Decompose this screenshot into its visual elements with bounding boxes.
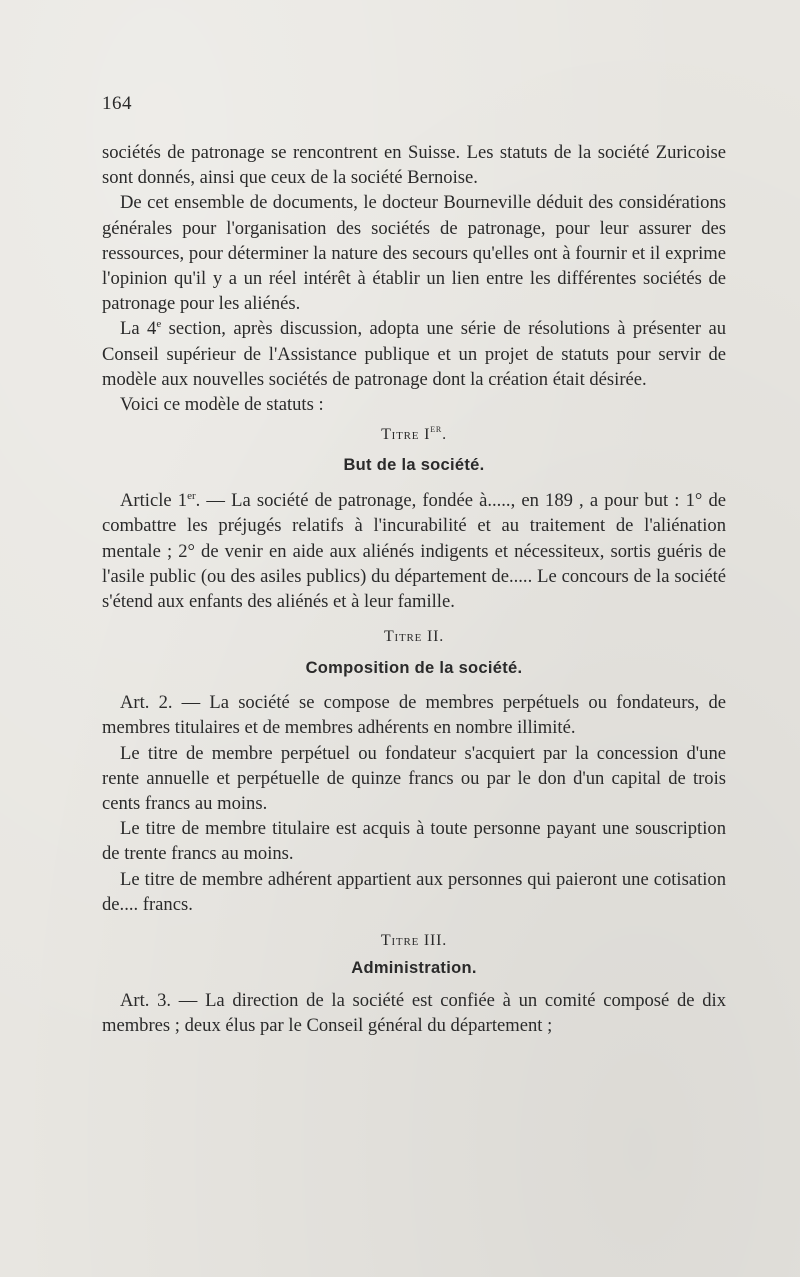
section-text-rest: section, après discussion, adopta une série de résolutions à présenter au Conseil supérieur de l'Assistance publique et un projet de statuts pour servir de modèle aux nouvelles sociétés de patronage dont la création était désirée. [102, 318, 726, 390]
heading-composition-societe: Composition de la société. [305, 659, 523, 678]
article-1-text: . — La société de patronage, fondée à....., en 189 , a pour but : 1° de combattre les préjugés relatifs à l'incurabilité et au traitement de l'aliénation mentale ; 2° de venir en aide aux aliénés indigents et nécessiteux, sortis guéris de l'asile public (ou des asiles publics) du département de..... Le concours de la société s'étend aux enfants des aliénés et à leur famille. [102, 490, 727, 613]
page-number: 164 [102, 93, 132, 114]
heading-but-societe: But de la société. [343, 456, 485, 475]
article-3: Art. 3. — La direction de la société est confiée à un comité composé de dix membres ; deux élus par le Conseil général du département ; [102, 990, 726, 1037]
title-2: Titre II. [383, 628, 445, 646]
paragraph-model-intro: Voici ce modèle de statuts : [120, 394, 324, 416]
paragraph-section-resolutions [102, 316, 726, 392]
paragraph-membre-titulaire: Le titre de membre titulaire est acquis à toute personne payant une souscription de trente francs au moins. [102, 818, 726, 865]
section-ordinal-superscript: e [156, 318, 162, 331]
paragraph-membre-perpetuel: Le titre de membre perpétuel ou fondateur s'acquiert par la concession d'une rente annuelle et perpétuelle de quinze francs ou par le don d'un capital de trois cents francs au moins. [102, 742, 726, 815]
title-1-superscript: er [430, 423, 443, 436]
title-1 [102, 423, 726, 444]
paragraph-bourneville: De cet ensemble de documents, le docteur Bourneville déduit des considérations générales pour l'organisation des sociétés de patronage, pour leur assurer des ressources, pour déterminer la nature des secours qu'elles ont à fournir et il exprime l'opinion qu'il y a un réel intérêt à établir un lien entre les différentes sociétés de patronage pour les aliénés. [102, 192, 726, 315]
paragraph-swiss-societies: sociétés de patronage se rencontrent en Suisse. Les statuts de la société Zuricoise sont donnés, ainsi que ceux de la société Bernoise. [102, 142, 726, 189]
title-1-label: Titre I [381, 426, 431, 444]
article-2: Art. 2. — La société se compose de membres perpétuels ou fondateurs, de membres titulaires et de membres adhérents en nombre illimité. [102, 692, 726, 739]
heading-administration: Administration. [351, 959, 477, 978]
article-1-label: Article 1 [120, 490, 188, 512]
article-1-superscript: er [187, 490, 196, 503]
title-1-period: . [442, 426, 447, 444]
title-3: Titre III. [380, 932, 448, 950]
body-text [102, 140, 726, 1038]
section-text-start: La 4 [120, 318, 157, 340]
article-1 [102, 488, 726, 614]
paragraph-membre-adherent: Le titre de membre adhérent appartient aux personnes qui paieront une cotisation de.... francs. [102, 868, 726, 915]
